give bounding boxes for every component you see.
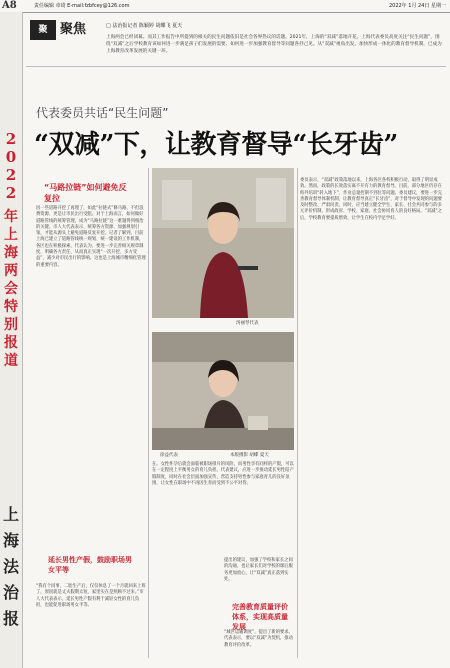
body-column-a2: “我有个同事，二胎生产后，仅仅休息了一个月就回来上班了，原因就是丈夫假期太短，家里实在是照顾不过来。”市人大代表表示，延长男性产假有利于减轻女性的育儿负担，也能促进职场男女平等。 [36, 584, 146, 608]
editor-meta: 责任编辑 章琦 E-mail:fzbfcey@126.com [34, 3, 130, 9]
photo-credit: 本版摄影 胡蝶 夏天 [230, 453, 269, 458]
topic-char: 别 [4, 317, 18, 333]
body-column-e: “城区运输调度”，提出了新的要求。代表表示，要以“双减”为契机，推动教育评价改革。 [224, 630, 293, 648]
topic-char: 上 [4, 227, 18, 243]
subhead-road: “马路拉链”如何避免反复拉 [44, 183, 127, 203]
subhead-evaluation: 完善教育质量评价体系，实现高质量发展 [232, 603, 288, 631]
photo-delegate-woman [152, 168, 294, 318]
article-kicker: 代表委员共话“民生问题” [36, 106, 169, 120]
topic-label [2, 208, 20, 370]
paper-char: 报 [2, 609, 19, 628]
topic-char: 海 [4, 245, 18, 261]
year-digit: 2 [5, 130, 17, 148]
xu-photo-art [152, 332, 294, 450]
photo-delegate-xu [152, 332, 294, 450]
newspaper-name [2, 502, 20, 632]
paper-char: 上 [2, 505, 19, 524]
column-rule [297, 168, 298, 658]
topic-char: 年 [4, 209, 18, 225]
year-digit: 0 [5, 148, 17, 166]
side-banner [0, 12, 23, 668]
year-digit: 2 [5, 184, 17, 202]
body-column-a: 因一些道路开挖了再埋了，如此“拉链式”修马路，不但浪费资源、更是让市民出行受阻。对于上海而言，如何做好道路管线的统筹管理，成为“马路拉链”这一难题得到根治的关键。市人大代表表示，统筹各方资源、加强规划引领，才能从源头上避免道路反复开挖。记者了解到，目前上海已建立了道路管线统一规划、统一建设的工作机制，各区也在积极探索。代表认为，要进一步完善相关规章制度，明确各方责任，从而真正实现“一次开挖、多方受益”，减少对市民出行的影响。这也是上海城市精细化管理的重要内容。 [36, 206, 146, 268]
body-column-b: 在。女性怀孕后就会面临被职场排斥的风险，而男性享有同样的产假，可以在一定程度上平衡男女的育儿负担。代表建议，应进一步推动延长男性陪产假制度，同时在社会层面加强宣传，营造支持男性参与家庭育儿的良好氛围，让女性在职场中不再因生育而受到不公平对待。 [152, 462, 294, 486]
subhead-paternity: 延长男性产假，鼓励职场男女平等 [48, 556, 132, 574]
byline: □ 法治报记者 陈颖婷 胡蝶飞 夏天 [106, 23, 183, 29]
intro-paragraph: 上海两会已经闭幕。而其工作报告中所提到的相关的民生问题依旧是社会各界热议的话题。2021年，上海的“双减”落地开花，上海代表委员高度关注“民生问题”，围绕“双减”之后学校教育该如何进一步满足孩子们发展的需要、如何进一步加强教育督导等问题各抒己见。从“双减”视角出发，加快形成一体化的教育督导机制，已成为上海教育改革发展的关键一环。 [106, 35, 442, 54]
section-tag: 聚 [30, 20, 56, 40]
article-headline: “双减”下，让教育督导“长牙齿” [34, 130, 398, 160]
topic-char: 特 [4, 299, 18, 315]
column-rule [148, 168, 149, 658]
paper-char: 海 [2, 531, 19, 550]
topic-char: 道 [4, 353, 18, 369]
topic-char: 会 [4, 281, 18, 297]
issue-date: 2022年 1月 24日 星期一 [388, 3, 446, 9]
topic-char: 报 [4, 335, 18, 351]
topic-char: 两 [4, 263, 18, 279]
year-digit: 2 [5, 166, 17, 184]
paper-char: 治 [2, 583, 19, 602]
caption-tang: 汤丽琴代表 [236, 321, 259, 326]
body-column-c: 委员表示，“双减”政策落地以来，上海各区各校积极行动，取得了明显成效。然而，政策的长效落实离不开有力的教育督导。目前，部分地区仍存在校外培训“转入地下”、作业总量控制不到位等问题。委员建议，要进一步完善教育督导体制机制，让教育督导真正“长牙齿”，对于督导中发现的问题要及时整改、严肃问责。同时，应当建立健全学生、家长、社会共同参与的多元评价机制，形成政府、学校、家庭、社会协同育人的良好格局。“双减”之后，学校教育要提质增效，让学生在校内学足学好。 [300, 178, 442, 221]
delegate-photo-art [152, 168, 294, 318]
section-label: 聚焦 [60, 22, 87, 37]
body-column-d: 提出的建议，加强了学校和家长之间的沟通，也让家长们对学校的课后服务更加放心，让“双减”真正落到实处。 [224, 558, 293, 582]
caption-xu: 徐益代表 [160, 453, 178, 458]
paper-char: 法 [2, 557, 19, 576]
page-header [0, 0, 450, 13]
year-label [2, 130, 20, 202]
section-header [26, 18, 446, 67]
page-number: A8 [2, 0, 17, 11]
